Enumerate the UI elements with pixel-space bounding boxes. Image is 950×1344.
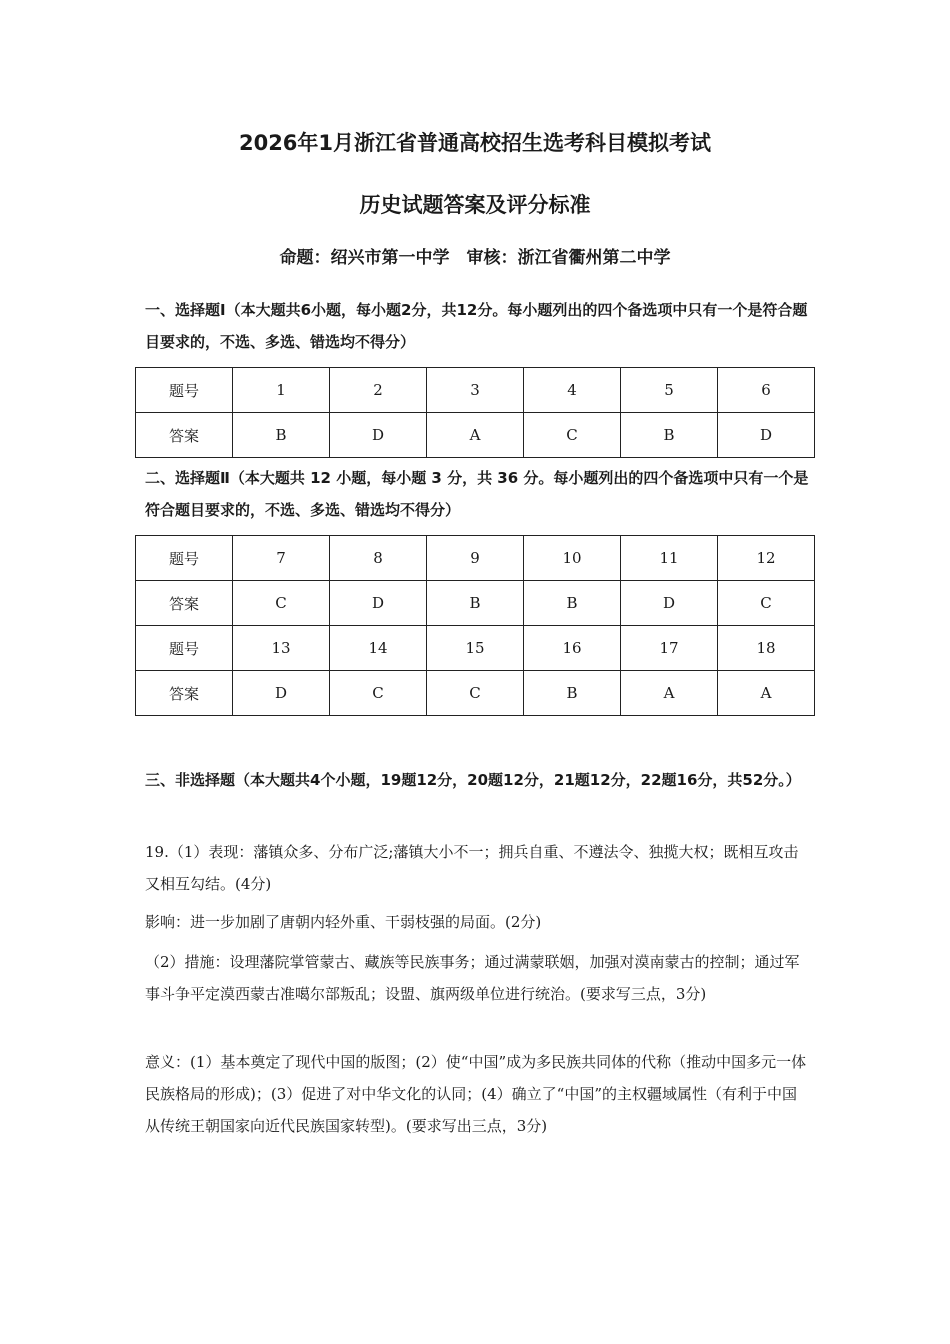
section2-answer-table [135,535,815,716]
table-cell: B [427,581,524,626]
table-cell: 17 [621,626,718,671]
row-header-cell: 答案 [136,581,233,626]
table-cell: 11 [621,536,718,581]
table-cell: D [233,671,330,716]
table-cell: 2 [330,368,427,413]
row-header-cell: 题号 [136,626,233,671]
table-row [136,581,815,626]
page-subtitle: 历史试题答案及评分标准 [359,193,591,217]
table-cell: C [427,671,524,716]
table-cell: 7 [233,536,330,581]
row-header-cell: 题号 [136,536,233,581]
section1-heading: 一、选择题Ⅰ（本大题共6小题，每小题2分，共12分。每小题列出的四个备选项中只有一个是符合题目要求的，不选、多选、错选均不得分） [145,301,808,351]
q19-impact-answer: 影响：进一步加剧了唐朝内轻外重、干弱枝强的局面。(2分) [145,913,542,931]
table-cell: 13 [233,626,330,671]
row-header-cell: 答案 [136,671,233,716]
table-cell: B [621,413,718,458]
table-cell: 4 [524,368,621,413]
table-row [136,671,815,716]
table-row [136,536,815,581]
table-cell: 16 [524,626,621,671]
table-cell: 12 [718,536,815,581]
table-row [136,413,815,458]
table-row [136,626,815,671]
table-cell: A [427,413,524,458]
section3-heading: 三、非选择题（本大题共4个小题，19题12分，20题12分，21题12分，22题16分，共52分。） [145,771,801,789]
table-row [136,368,815,413]
section2-heading: 二、选择题Ⅱ（本大题共 12 小题，每小题 3 分，共 36 分。每小题列出的四个备选项中只有一个是符合题目要求的，不选、多选、错选均不得分） [145,469,809,519]
table-cell: 15 [427,626,524,671]
page-title: 2026年1月浙江省普通高校招生选考科目模拟考试 [238,131,712,155]
table-cell: 6 [718,368,815,413]
row-header-cell: 答案 [136,413,233,458]
table-cell: D [621,581,718,626]
table-cell: 1 [233,368,330,413]
row-header-cell: 题号 [136,368,233,413]
table-cell: B [524,671,621,716]
table-cell: A [621,671,718,716]
table-cell: C [330,671,427,716]
table-cell: D [330,581,427,626]
table-cell: C [233,581,330,626]
q19-part2-answer: （2）措施：设理藩院掌管蒙古、藏族等民族事务；通过满蒙联姻，加强对漠南蒙古的控制；通过军事斗争平定漠西蒙古准噶尔部叛乱；设盟、旗两级单位进行统治。(要求写三点，3分) [145,953,800,1003]
table-cell: 18 [718,626,815,671]
table-cell: B [233,413,330,458]
table-cell: C [718,581,815,626]
table-cell: B [524,581,621,626]
table-cell: D [330,413,427,458]
table-cell: 8 [330,536,427,581]
table-cell: C [524,413,621,458]
table-cell: 14 [330,626,427,671]
table-cell: 3 [427,368,524,413]
table-cell: 9 [427,536,524,581]
table-cell: 5 [621,368,718,413]
credits-line: 命题：绍兴市第一中学 审核：浙江省衢州第二中学 [279,248,671,268]
table-cell: 10 [524,536,621,581]
q19-part1-answer: 19.（1）表现：藩镇众多、分布广泛;藩镇大小不一；拥兵自重、不遵法令、独揽大权；既相互攻击又相互勾结。(4分) [145,843,799,893]
table-cell: A [718,671,815,716]
table-cell: D [718,413,815,458]
q19-meaning-answer: 意义：(1）基本奠定了现代中国的版图；(2）使“中国”成为多民族共同体的代称（推动中国多元一体民族格局的形成)；(3）促进了对中华文化的认同；(4）确立了“中国”的主权疆域属性（有利于中国从传统王朝国家向近代民族国家转型)。(要求写出三点，3分) [145,1053,807,1135]
section1-answer-table [135,367,815,458]
